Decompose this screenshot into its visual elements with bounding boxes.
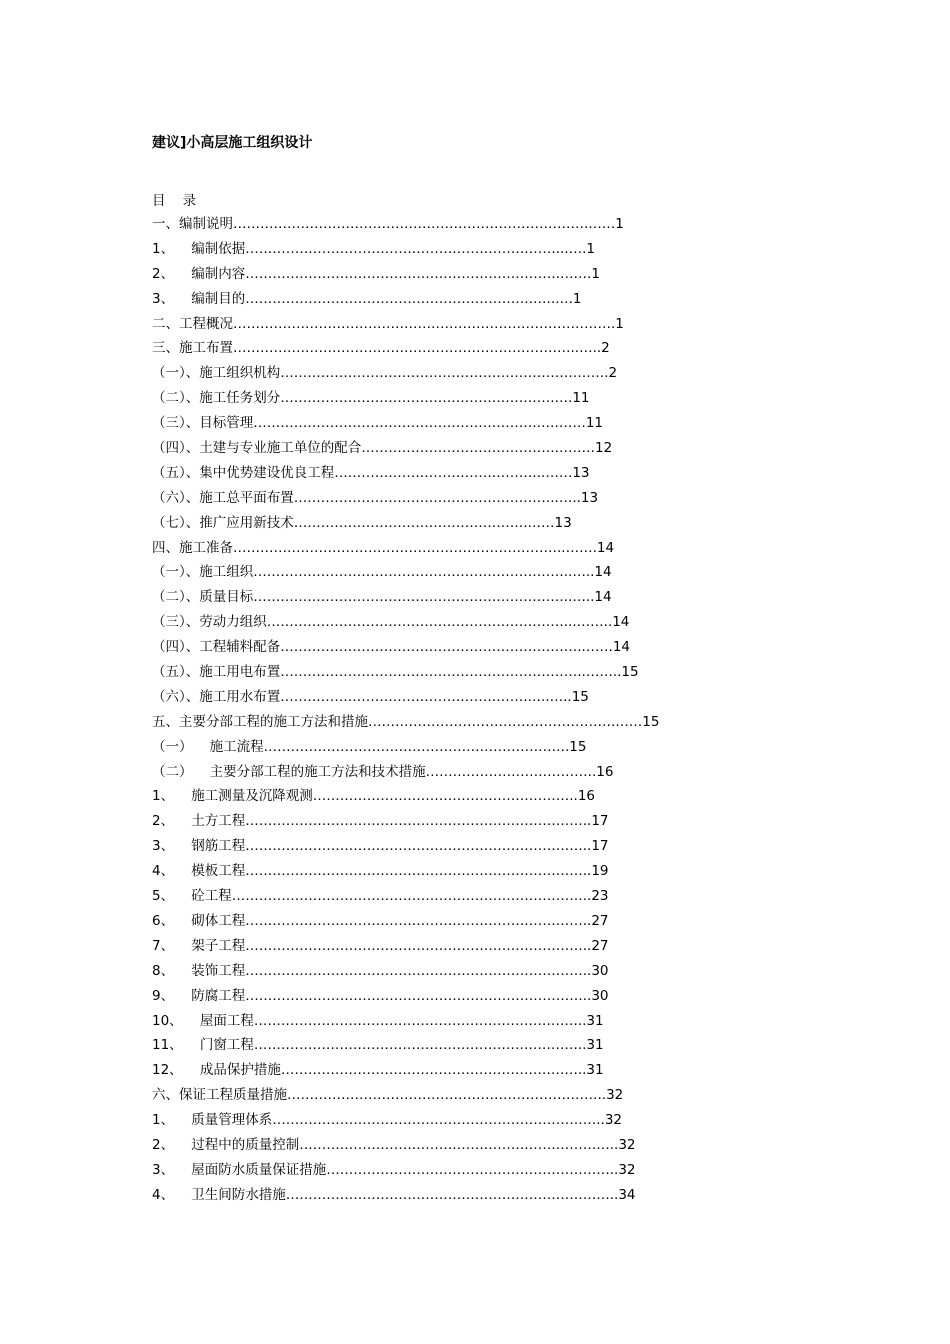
- toc-entry: 4、 模板工程…………………………………………………………………..19: [152, 863, 609, 880]
- toc-entry: 五、主要分部工程的施工方法和措施……………………………………………….……15: [152, 713, 660, 730]
- toc-entry: 6、 砌体工程…………………………………………………………………..27: [152, 912, 609, 929]
- toc-entry: （二）、质量目标……………………………………………………………..…..14: [152, 589, 612, 606]
- toc-entry: 4、 卫生间防水措施………………………………………………………………..34: [152, 1186, 636, 1203]
- toc-entry: （七）、推广应用新技术…………………………………………….……13: [152, 514, 572, 531]
- document-title: 建议]小高层施工组织设计: [152, 135, 313, 151]
- toc-entry: 二、工程概况………………………………………………………………………….1: [152, 315, 624, 332]
- toc-entry: （五）、集中优势建设优良工程………………………………………..……13: [152, 464, 590, 481]
- toc-entry: 3、 屋面防水质量保证措施………………………………………………………..32: [152, 1161, 636, 1178]
- toc-entry: （四）、土建与专业施工单位的配合…………………………………….………12: [152, 440, 613, 457]
- toc-entry: 六、保证工程质量措施……………………………………………………………..32: [152, 1087, 624, 1104]
- table-of-contents: [152, 212, 659, 1208]
- toc-entry: 3、 钢筋工程…………………………………………………………………..17: [152, 838, 609, 855]
- toc-entry: 1、 质量管理体系………………………………………………………………..32: [152, 1112, 623, 1129]
- toc-entry: 2、 土方工程…………………………………………………………………..17: [152, 813, 609, 830]
- toc-entry: 四、施工准备………………………………………………………………..…….14: [152, 539, 615, 556]
- toc-entry: （六）、施工用水布置……………………………………………….…..…..15: [152, 688, 589, 705]
- toc-entry: （二）、施工任务划分…………………………………………………….….11: [152, 390, 590, 407]
- toc-entry: 2、 编制内容…………………………………………………………….…….1: [152, 265, 600, 282]
- toc-entry: 一、编制说明…………………………………………………………………….……1: [152, 216, 624, 232]
- toc-entry: 5、 砼工程……………………………………………………………………..23: [152, 888, 609, 905]
- toc-entry: （六）、施工总平面布置…………………………………………………..…..13: [152, 489, 599, 506]
- toc-entry: （一） 施工流程…………………………………………………………..15: [152, 738, 587, 755]
- toc-entry: 10、 屋面工程………………………………………………………………..31: [152, 1012, 604, 1029]
- toc-entry: 12、 成品保护措施…………………………………………………………..31: [152, 1062, 604, 1079]
- toc-entry: （三）、劳动力组织…………………………………………………………...……..14: [152, 614, 630, 631]
- toc-entry: （五）、施工用电布置…………………………………………………………..……..15: [152, 664, 639, 681]
- toc-entry: 2、 过程中的质量控制……………………………………………………………..32: [152, 1136, 636, 1153]
- toc-heading: 目 录: [152, 193, 197, 209]
- toc-entry: 7、 架子工程…………………………………………………………………..27: [152, 937, 609, 954]
- toc-entry: 9、 防腐工程…………………………………………………………………..30: [152, 987, 609, 1004]
- toc-entry: （二） 主要分部工程的施工方法和技术措施………………………………..16: [152, 763, 614, 780]
- toc-entry: （一）、施工组织机构……………………………………………………………….2: [152, 365, 618, 382]
- toc-entry: 三、施工布置…………………………………………………………………..…..2: [152, 340, 610, 357]
- toc-entry: 8、 装饰工程…………………………………………………………………..30: [152, 962, 609, 979]
- toc-entry: （四）、工程辅料配备…………………………………………………………..……14: [152, 639, 631, 656]
- toc-entry: 1、 施工测量及沉降观测…………………………………………………..16: [152, 788, 596, 805]
- toc-entry: （三）、目标管理……………………………………………………….….……11: [152, 415, 604, 432]
- toc-entry: 11、 门窗工程………………………………………………………………..31: [152, 1037, 604, 1054]
- toc-entry: 3、 编制目的……………………………………………………….…..….1: [152, 290, 582, 307]
- toc-entry: 1、 编制依据……………………………………………………………...….1: [152, 240, 596, 257]
- toc-entry: （一）、施工组织……………………………………………………………..…..14: [152, 564, 612, 581]
